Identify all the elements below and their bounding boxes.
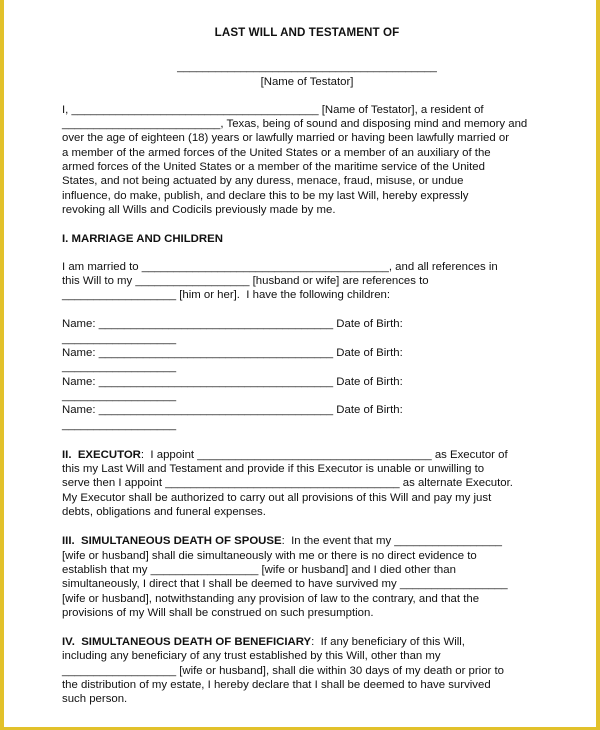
children-list bbox=[62, 317, 552, 431]
marriage-line: __________________ [him or her]. I have the following children: bbox=[62, 289, 391, 302]
child-dob-blank: __________________ bbox=[62, 361, 177, 374]
intro-line: armed forces of the United States or a member of the maritime service of the United bbox=[62, 161, 485, 174]
child-name-line: Name: _____________________________________ Date of Birth: bbox=[62, 318, 403, 331]
intro-line: revoking all Wills and Codicils previously made by me. bbox=[62, 203, 336, 216]
spouse-first-line-text: : In the event that my _________________ bbox=[281, 535, 503, 548]
executor-line: debts, obligations and funeral expenses. bbox=[62, 506, 266, 519]
testator-name-label: [Name of Testator] bbox=[260, 75, 354, 88]
beneficiary-first-line-text: : If any beneficiary of this Will, bbox=[311, 636, 465, 649]
beneficiary-line: __________________ [wife or husband], shall die within 30 days of my death or prior to bbox=[62, 664, 504, 677]
section-heading-spouse-death: III. SIMULTANEOUS DEATH OF SPOUSE bbox=[62, 535, 282, 548]
intro-line: States, and not being actuated by any duress, menace, fraud, misuse, or undue bbox=[62, 175, 464, 188]
spouse-line: provisions of my Will shall be construed on such presumption. bbox=[62, 606, 374, 619]
section-heading-beneficiary-death: IV. SIMULTANEOUS DEATH OF BENEFICIARY bbox=[62, 636, 312, 649]
marriage-line: I am married to _______________________________________, and all references in bbox=[62, 260, 498, 273]
executor-section bbox=[62, 448, 552, 519]
child-dob-blank: __________________ bbox=[62, 418, 177, 431]
document-title: LAST WILL AND TESTAMENT OF bbox=[214, 26, 400, 39]
spouse-line: [wife or husband], notwithstanding any provision of law to the contrary, and that the bbox=[62, 592, 480, 605]
executor-first-line-text: : I appoint _____________________________________ as Executor of bbox=[140, 448, 508, 461]
testator-name-blank: _________________________________________ bbox=[177, 61, 437, 74]
spouse-first-line bbox=[62, 534, 552, 548]
section-heading-executor: II. EXECUTOR bbox=[62, 448, 141, 461]
will-document bbox=[62, 26, 552, 707]
intro-line: I, _______________________________________ [Name of Testator], a resident of bbox=[62, 103, 484, 116]
spouse-line: establish that my _________________ [wife or husband] and I died other than bbox=[62, 563, 456, 576]
intro-line: _________________________, Texas, being of sound and disposing mind and memory and bbox=[62, 118, 528, 131]
child-dob-blank: __________________ bbox=[62, 332, 177, 345]
intro-paragraph bbox=[62, 103, 552, 217]
child-dob-blank: __________________ bbox=[62, 389, 177, 402]
executor-first-line bbox=[62, 448, 552, 462]
marriage-line: this Will to my __________________ [husband or wife] are references to bbox=[62, 274, 429, 287]
child-name-line: Name: _____________________________________ Date of Birth: bbox=[62, 404, 403, 417]
section-heading-marriage: I. MARRIAGE AND CHILDREN bbox=[62, 233, 223, 246]
executor-line: My Executor shall be authorized to carry out all provisions of this Will and pay my just bbox=[62, 491, 492, 504]
child-name-line: Name: _____________________________________ Date of Birth: bbox=[62, 375, 403, 388]
beneficiary-line: including any beneficiary of any trust established by this Will, other than my bbox=[62, 650, 441, 663]
beneficiary-first-line bbox=[62, 635, 552, 649]
beneficiary-line: the distribution of my estate, I hereby declare that I shall be deemed to have survived bbox=[62, 678, 491, 691]
beneficiary-line: such person. bbox=[62, 693, 128, 706]
spouse-line: simultaneously, I direct that I shall be deemed to have survived my _________________ bbox=[62, 578, 508, 591]
executor-line: serve then I appoint _____________________________________ as alternate Executor. bbox=[62, 477, 513, 490]
beneficiary-death-section bbox=[62, 635, 552, 706]
intro-line: over the age of eighteen (18) years or lawfully married or having been lawfully married or bbox=[62, 132, 509, 145]
executor-line: this my Last Will and Testament and provide if this Executor is unable or unwilling to bbox=[62, 463, 485, 476]
spouse-line: [wife or husband] shall die simultaneously with me or there is no direct evidence to bbox=[62, 549, 477, 562]
child-name-line: Name: _____________________________________ Date of Birth: bbox=[62, 347, 403, 360]
intro-line: influence, do make, publish, and declare this to be my last Will, hereby expressly bbox=[62, 189, 469, 202]
spouse-death-section bbox=[62, 534, 552, 620]
intro-line: a member of the armed forces of the United States or a member of an auxiliary of the bbox=[62, 146, 491, 159]
marriage-paragraph bbox=[62, 260, 552, 303]
